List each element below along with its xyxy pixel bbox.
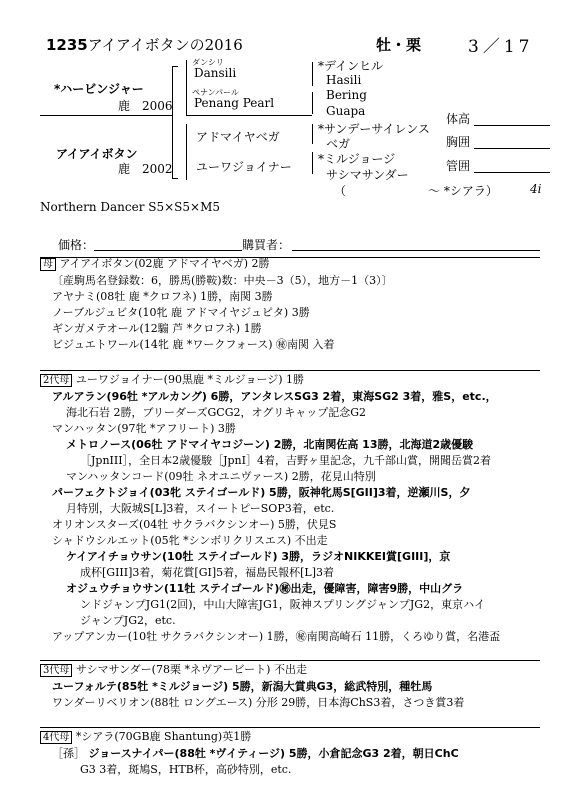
- section-tag: 母: [40, 258, 56, 271]
- horse-name: アイアイボタンの2016: [87, 36, 243, 54]
- dam2-line: ンドジャンプJG1(2回)，中山大障害JG1，阪神スプリングジャンプJG2，東京ハイ: [80, 598, 486, 611]
- section-mother: [40, 256, 393, 353]
- sire-dam-name: Penang Pearl: [194, 96, 275, 110]
- dam-info: 鹿 2002: [118, 162, 173, 176]
- mother-line: ギンガメテオール(12騸 芦 *クロフネ) 1勝: [52, 322, 262, 335]
- measure-height-label: 体高: [446, 112, 471, 126]
- g3-count: 4i: [530, 182, 542, 196]
- sire-sire-name: Dansili: [194, 66, 237, 80]
- price-label: 価格：: [58, 238, 95, 252]
- dam3-line: ユーフォルテ(85牡 *ミルジョージ) 5勝，新潟大賞典G3，総武特別，種牡馬: [52, 680, 433, 693]
- dam2-line: マンハッタンコード(09牡 ネオユニヴァース) 2勝，花見山特別: [66, 470, 376, 483]
- dam3-line: ワンダーリベリオン(88牡 ロングエース) 分形 29勝，日本海ChS3着，さつき賞3着: [52, 696, 465, 709]
- g3-3: Bering: [326, 88, 367, 102]
- grandchild-tag: ［孫］: [52, 747, 85, 760]
- g3-8: サシマサンダー: [326, 168, 409, 182]
- g3-4: Guapa: [326, 104, 366, 118]
- inbreeding: Northern Dancer S5×S5×M5: [40, 200, 221, 214]
- g3-5: *サンデーサイレンス: [318, 122, 430, 136]
- lot-number: 1235: [46, 36, 88, 54]
- dam2-line: ［JpnIII］，全日本2歳優駿［JpnI］4着，吉野ヶ里記念，九千部山賞，開聞岳賞2着: [80, 454, 491, 467]
- dam2-line: アルアラン(96牡 *アルカング) 6勝，アンタレスSG3 2着，東海SG2 3着，雅S，etc.，: [52, 390, 497, 403]
- dam2-line: ジャンプJG2，etc.: [80, 614, 176, 627]
- dam-sire-name: アドマイヤベガ: [196, 130, 280, 144]
- mother-line: アイアイボタン(02鹿 アドマイヤベガ) 2勝: [59, 257, 270, 270]
- g3-6: ベガ: [326, 137, 351, 151]
- dam2-line: アップアンカー(10牡 サクラバクシンオー) 1勝，㊙南関高崎石 11勝，くろゆり賞，名港盃: [52, 630, 501, 643]
- dam2-line: 海北石岩 2勝，ブリーダーズGCG2，オグリキャップ記念G2: [66, 406, 367, 419]
- dam2-line: オジュウチョウサン(11牡 ステイゴールド)㊙出走，優障害，障害9勝，中山グラ: [66, 582, 464, 595]
- dam2-line: ケイアイチョウサン(10牡 ステイゴールド) 3勝，ラジオNIKKEI賞[GIII]，京: [66, 550, 451, 563]
- dam4-line: G3 3着，斑鳩S，HTB杯，高砂特別，etc.: [80, 763, 292, 776]
- measure-chest-label: 胸囲: [446, 135, 471, 149]
- sire-sire-ruby: ダンシリ: [192, 58, 224, 67]
- sire-dam-ruby: ペナンパール: [192, 88, 239, 97]
- sex-color: 牡・栗: [376, 36, 422, 54]
- mother-line: 〔産駒馬名登録数：6，勝馬(勝鞍)数：中央－3（5），地方－1（3）〕: [52, 274, 393, 287]
- mother-line: ノーブルジュビタ(10牝 鹿 アドマイヤジュピタ) 3勝: [52, 306, 310, 319]
- dam-dam-name: ユーワジョイナー: [196, 160, 292, 174]
- section-third-dam: [40, 662, 464, 711]
- section-tag: 2代母: [40, 374, 72, 387]
- mother-line: アヤナミ(08牡 鹿 *クロフネ) 1勝，南関 3勝: [52, 290, 273, 303]
- sire-name: *ハービンジャー: [54, 82, 144, 96]
- g3-tail: 〜 *シアラ）: [428, 184, 498, 198]
- g3-open: （: [334, 184, 347, 198]
- dam2-line: ユーワジョイナー(90黒鹿 *ミルジョージ) 1勝: [75, 373, 305, 386]
- dam4-line: *シアラ(70GB鹿 Shantung)英1勝: [75, 730, 252, 743]
- dam3-line: サシマサンダー(78栗 *ネヴアービート) 不出走: [75, 663, 307, 676]
- section-tag: 4代母: [40, 731, 72, 744]
- g3-2: Hasili: [326, 73, 362, 87]
- g3-7: *ミルジョージ: [318, 152, 396, 166]
- mother-line: ビジュエトワール(14牝 鹿 *ワークフォース) ㊙南関 入着: [52, 338, 335, 351]
- dam2-line: シャドウシルエット(05牝 *シンボリクリスエス) 不出走: [52, 534, 328, 547]
- dam2-line: 月特別，大阪城S[L]3着，スイートピーSOP3着，etc.: [66, 502, 335, 515]
- sire-info: 鹿 2006: [118, 99, 173, 113]
- page-title: [46, 34, 243, 55]
- dam2-line: オリオンスターズ(04牡 サクラバクシンオー) 5勝，伏見S: [52, 518, 337, 531]
- dam2-line: マンハッタン(97牝 *アフリート) 3勝: [52, 422, 236, 435]
- section-second-dam: [40, 372, 500, 645]
- dam2-line: パーフェクトジョイ(03牝 ステイゴールド) 5勝，阪神牝馬S[GII]3着，逆瀬川S，夕: [52, 486, 471, 499]
- dam-name: アイアイボタン: [56, 147, 138, 161]
- buyer-label: 購買者：: [242, 238, 291, 252]
- dam4-line: ジョースナイパー(88牡 *ヴイティージ) 5勝，小倉記念G3 2着，朝日ChC: [88, 747, 459, 760]
- section-tag: 3代母: [40, 664, 72, 677]
- dam2-line: メトロノース(06牡 アドマイヤコジーン) 2勝，北南関佐高 13勝，北海道2歳優駿: [66, 438, 474, 451]
- dam2-line: 成杯[GIII]3着，菊花賞[GI]5着，福島民報杯[L]3着: [80, 566, 335, 579]
- g3-1: *デインヒル: [318, 59, 384, 73]
- measure-cannon-label: 管囲: [446, 159, 471, 173]
- sale-date: 3／17: [468, 37, 534, 57]
- section-fourth-dam: [40, 729, 459, 778]
